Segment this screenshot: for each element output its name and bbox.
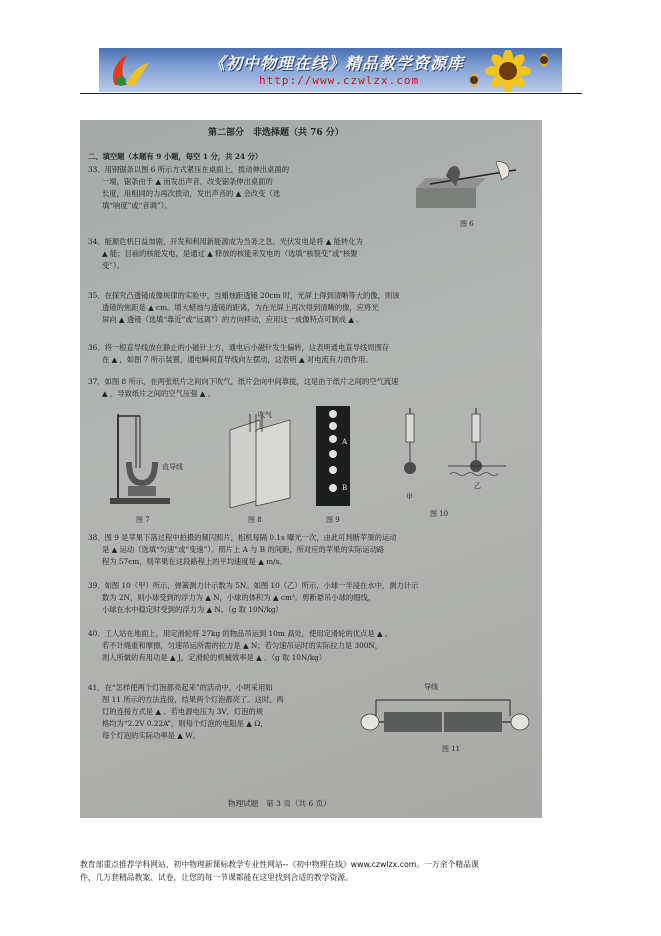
question-line: 变”）。 xyxy=(102,261,124,270)
question-line: 小球在水中稳定时受到的浮力为 ▲ N。（g 取 10N/kg） xyxy=(102,605,283,614)
question-line: 灯的连接方式是 ▲ 。若电源电压为 3V，灯泡的规 xyxy=(102,707,264,716)
banner-title: 《初中物理在线》精品教学资源库 xyxy=(209,54,465,73)
figure-8-label: 图 8 xyxy=(248,516,262,524)
footer-line-1: 教育部重点推荐学科网站、初中物理新课标教学专业性网站--《初中物理在线》www.czwlzx.com。一万余个精品课 xyxy=(80,860,479,869)
question-line: 33．用钢锯条以图 6 所示方式紧压在桌面上，拨动伸出桌面的 xyxy=(88,165,289,174)
site-footer xyxy=(80,858,580,884)
question-line: 填“响度”或“音调”）。 xyxy=(102,201,172,210)
question-line: 36．将一根直导线放在静止的小磁针上方，通电后小磁针发生偏转，这表明通电直导线周围存 xyxy=(88,343,390,352)
banner-url[interactable]: http://www.czwlzx.com xyxy=(259,74,420,87)
question-line: 长度，用相同的力再次拨动，发出声音的 ▲ 会改变（选 xyxy=(102,189,281,198)
footer-line-2: 件、几万套精品教案、试卷，让您的每一节课都能在这里找到合适的教学资源。 xyxy=(80,873,353,882)
figure-8-paper xyxy=(220,410,298,508)
question-line: ▲ ，导致纸片之间的空气压强 ▲ 。 xyxy=(102,389,216,398)
question-line: 一端，锯条由于 ▲ 而发出声音，改变锯条伸出桌面的 xyxy=(102,177,273,186)
question-line: 每个灯泡的实际功率是 ▲ W。 xyxy=(102,731,201,740)
sunflower-icon xyxy=(462,50,554,92)
figure-9-label: 图 9 xyxy=(326,516,340,524)
figure-7-apparatus xyxy=(106,410,200,508)
question-line: 35．在探究凸透镜成像规律的实验中，当蜡烛距透镜 20cm 时，光屏上得到清晰等大的像，则该 xyxy=(88,291,400,300)
question-line: ▲ 能；目前的核能发电，是通过 ▲ 释放的核能来发电的（选填“核裂变”或“核聚 xyxy=(102,249,358,258)
header-divider xyxy=(80,93,582,94)
question-line: 若不计绳重和摩擦，匀速吊运所需的拉力是 ▲ N；若匀速吊运时的实际拉力是 300N， xyxy=(102,641,383,650)
figure-10-spring-scale xyxy=(388,408,508,490)
figure-6-saw xyxy=(416,158,522,216)
question-line: 是 ▲ 运动（选填“匀速”或“变速”）。照片上 A 与 B 的间距，所对应的苹果的实际运动路 xyxy=(102,545,385,554)
exam-page-footer: 物理试题 第 3 页（共 6 页） xyxy=(228,799,331,808)
question-line: 透镜的焦距是 ▲ cm。增大蜡烛与透镜的距离，为在光屏上再次得到清晰的像，应将光 xyxy=(102,303,379,312)
point-b-label: B xyxy=(342,484,348,492)
jia-label: 甲 xyxy=(406,493,413,501)
point-a-label: A xyxy=(342,438,348,446)
site-logo-icon xyxy=(105,51,153,89)
section-title: 第二部分 非选择题（共 76 分） xyxy=(208,128,344,138)
wire-label: 直导线 xyxy=(162,463,183,471)
question-line: 在 ▲ ，如图 7 所示装置，通电瞬间直导线向左摆动，这表明 ▲ 对电流有力的作用。 xyxy=(102,355,373,364)
question-line: 38．图 9 是苹果下落过程中拍摄的频闪照片，相机每隔 0.1s 曝光一次，由此可判断苹果的运动 xyxy=(88,533,397,542)
part2-heading: 二、填空题（本题有 9 小题，每空 1 分，共 24 分） xyxy=(88,152,263,161)
figure-11-label: 图 11 xyxy=(442,745,461,753)
question-line: 图 11 所示的方法连接，结果两个灯泡都亮了。这时，两 xyxy=(102,695,284,704)
figure-10-label: 图 10 xyxy=(430,510,449,518)
question-line: 屏向 ▲ 透镜（选填“靠近”或“远离”）的方向移动，应用这一成像特点可制成 ▲ 。 xyxy=(102,315,364,324)
question-line: 则人所做的有用功是 ▲ J，定滑轮的机械效率是 ▲ 。（g 取 10N/kg） xyxy=(102,653,327,662)
figure-11-circuit xyxy=(360,692,530,742)
site-banner xyxy=(99,48,562,92)
yi-label: 乙 xyxy=(474,482,481,490)
question-line: 格均为“2.2V 0.22A”，则每个灯泡的电阻是 ▲ Ω， xyxy=(102,719,268,728)
question-line: 40．工人站在地面上，用定滑轮将 27kg 的物品吊运到 10m 高处，使用定滑轮的优点是 ▲ 。 xyxy=(88,629,393,638)
daoxian-label: 导线 xyxy=(424,683,438,691)
question-line: 34．能源危机日益加剧，开发和利用新能源成为当务之急。光伏发电是将 ▲ 能转化为 xyxy=(88,237,363,246)
figure-7-label: 图 7 xyxy=(136,516,150,524)
question-line: 37．如图 8 所示，在两张纸片之间向下吹气，纸片会向中间靠拢，这是由于纸片之间的空气流速 xyxy=(88,377,399,386)
question-line: 数为 2N，则小球受到的浮力为 ▲ N，小球的体积为 ▲ cm³。剪断悬吊小球的细线， xyxy=(102,593,376,602)
question-line: 39．如图 10（甲）所示，弹簧测力计示数为 5N。如图 10（乙）所示，小球一半浸在水中，测力计示 xyxy=(88,581,419,590)
figure-6-label: 图 6 xyxy=(460,220,474,228)
blow-label: 吹气 xyxy=(258,411,272,419)
question-line: 41．在“怎样使两个灯泡都亮起来”的活动中，小明采用如 xyxy=(88,683,273,692)
question-line: 程为 57cm，则苹果在这段路程上的平均速度是 ▲ m/s。 xyxy=(102,557,287,566)
exam-page-photo xyxy=(80,120,542,818)
